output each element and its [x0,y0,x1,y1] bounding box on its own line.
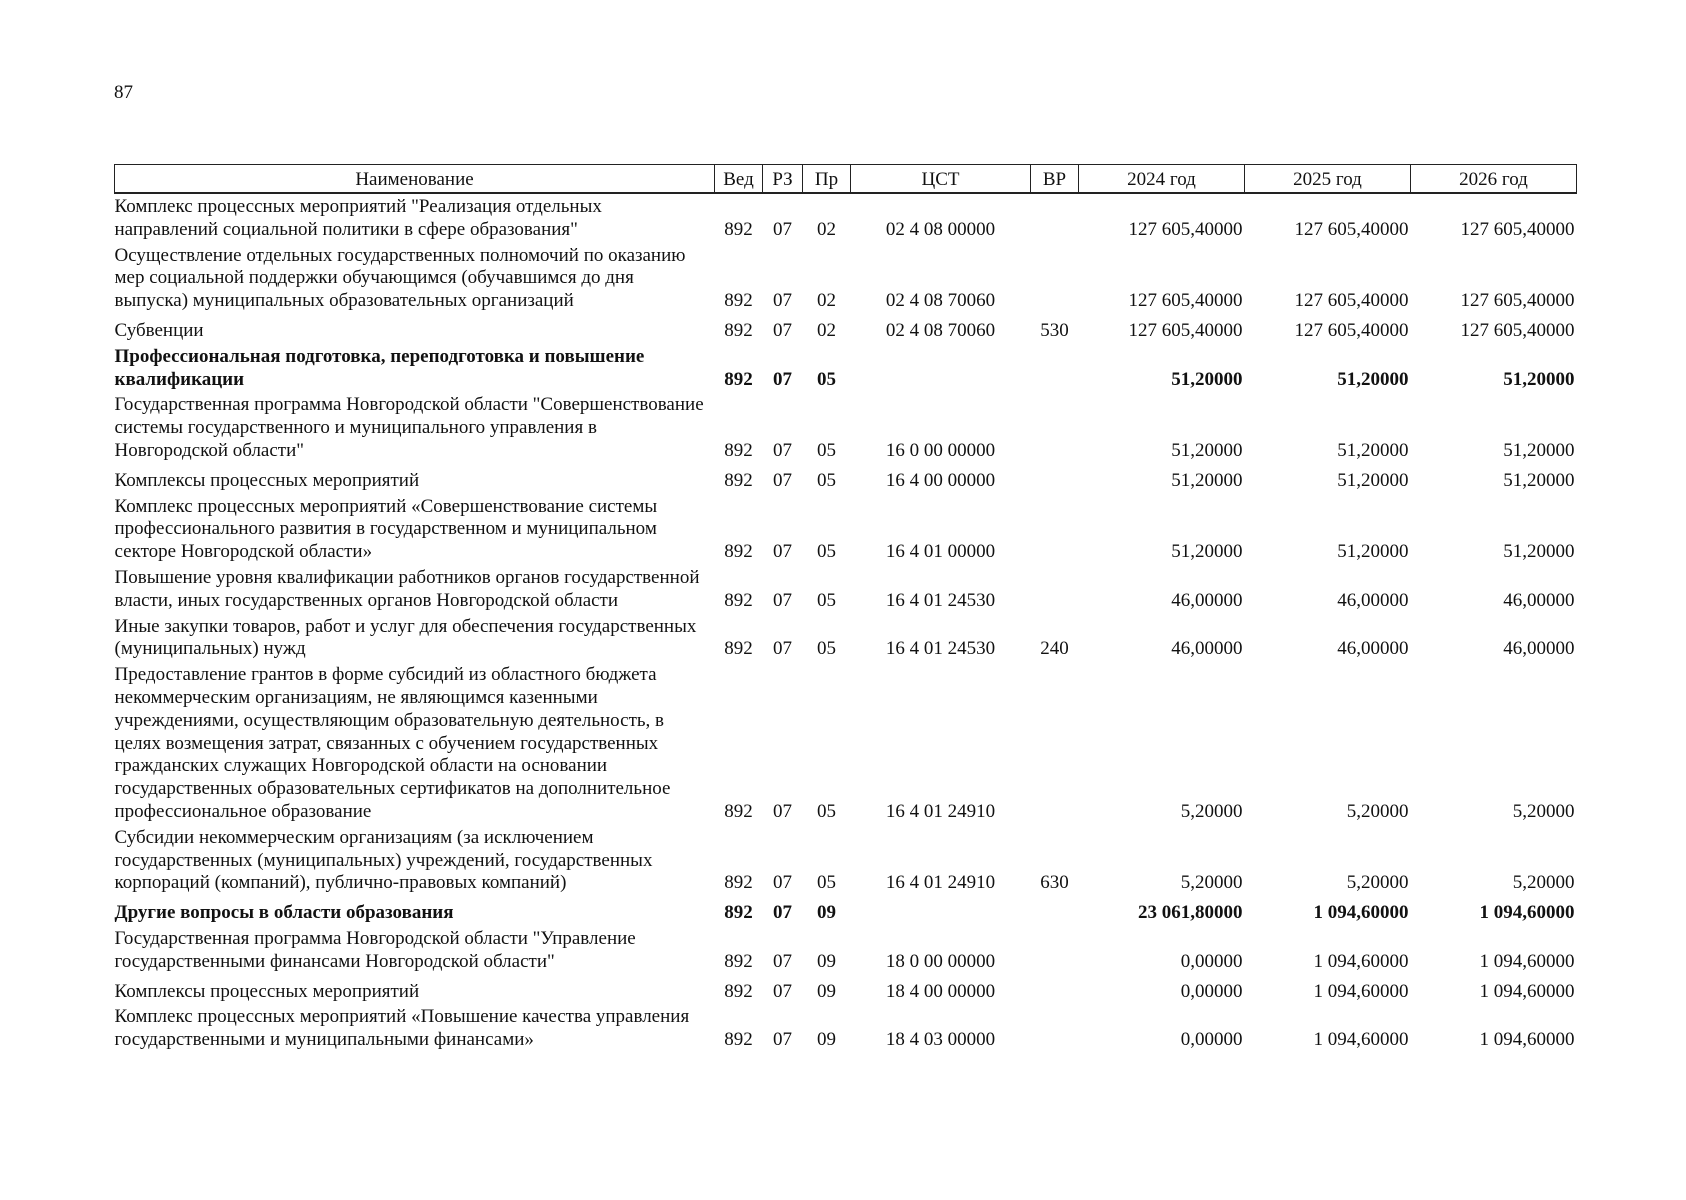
row-pr: 05 [817,541,836,563]
row-name: Комплексы процессных мероприятий [114,469,420,491]
row-vr: 630 [1040,872,1069,894]
row-cst: 16 4 01 24910 [885,800,996,822]
row-2025: 46,00000 [1337,589,1409,611]
table-row [115,193,1577,243]
row-2025: 127 605,40000 [1294,290,1409,312]
row-vr [1031,896,1079,926]
row-pr: 02 [817,290,836,312]
row-2024: 23 061,80000 [1138,902,1243,924]
row-2026: 1 094,60000 [1479,950,1575,972]
row-ved: 892 [724,589,753,611]
table-row [115,896,1577,926]
row-rz: 07 [773,368,792,390]
row-2024: 5,20000 [1180,800,1243,822]
row-2026: 51,20000 [1503,439,1575,461]
row-2026: 46,00000 [1503,589,1575,611]
row-pr: 05 [817,800,836,822]
row-2026: 127 605,40000 [1460,319,1575,341]
row-vr [1031,1004,1079,1053]
row-cst: 16 4 01 24530 [885,589,996,611]
row-name: Осуществление отдельных государственных полномочий по оказанию мер социальной поддержки обучающимся (обучавшимся до дня выпуска) муниципальных образовательных организаций [114,244,686,312]
row-rz: 07 [773,872,792,894]
row-2025: 51,20000 [1337,469,1409,491]
row-2025: 51,20000 [1337,368,1409,390]
table-row [115,344,1577,393]
row-ved: 892 [724,872,753,894]
row-pr: 09 [817,902,836,924]
row-rz: 07 [773,319,792,341]
row-2026: 127 605,40000 [1460,218,1575,240]
row-rz: 07 [773,902,792,924]
row-2025: 5,20000 [1346,800,1409,822]
table-row [115,392,1577,463]
table-row [115,662,1577,825]
row-2025: 1 094,60000 [1313,1029,1409,1051]
row-cst: 16 0 00 00000 [885,439,996,461]
header-pr: Пр [803,165,851,194]
row-ved: 892 [724,950,753,972]
row-2026: 51,20000 [1503,469,1575,491]
row-ved: 892 [724,469,753,491]
row-2024: 5,20000 [1180,872,1243,894]
row-2024: 127 605,40000 [1128,290,1243,312]
row-ved: 892 [724,218,753,240]
row-name: Комплекс процессных мероприятий «Повышение качества управления государственными и муниципальными финансами» [114,1006,690,1051]
row-2025: 127 605,40000 [1294,218,1409,240]
table-row [115,975,1577,1005]
row-vr [1031,464,1079,494]
row-vr [1031,975,1079,1005]
row-ved: 892 [724,1029,753,1051]
row-name: Субсидии некоммерческим организациям (за исключением государственных (муниципальных) учреждений, государственных корпораций (компаний), публично-правовых компаний) [114,826,653,894]
row-2024: 127 605,40000 [1128,319,1243,341]
row-name: Профессиональная подготовка, переподготовка и повышение квалификации [114,345,645,390]
row-rz: 07 [773,218,792,240]
row-pr: 05 [817,589,836,611]
row-2026: 1 094,60000 [1479,1029,1575,1051]
row-ved: 892 [724,541,753,563]
header-name: Наименование [115,165,715,194]
row-name: Государственная программа Новгородской области "Совершенствование системы государственного и муниципального управления в Новгородской области" [114,394,704,461]
row-2026: 1 094,60000 [1479,902,1575,924]
table-row [115,314,1577,344]
table-row [115,243,1577,314]
table-row [115,494,1577,565]
row-name: Другие вопросы в области образования [114,902,454,924]
row-rz: 07 [773,439,792,461]
row-cst [851,896,1031,926]
row-cst [851,344,1031,393]
row-rz: 07 [773,541,792,563]
table-row [115,1004,1577,1053]
row-pr: 09 [817,950,836,972]
row-pr: 02 [817,218,836,240]
row-name: Государственная программа Новгородской области "Управление государственными финансами Новгородской области" [114,927,636,972]
row-rz: 07 [773,980,792,1002]
row-ved: 892 [724,439,753,461]
row-pr: 05 [817,872,836,894]
row-pr: 05 [817,638,836,660]
row-pr: 05 [817,368,836,390]
row-name: Комплекс процессных мероприятий «Совершенствование системы профессионального развития в государственном и муниципальном секторе Новгородской области» [114,495,658,563]
row-vr [1031,926,1079,975]
row-2026: 51,20000 [1503,368,1575,390]
row-2026: 51,20000 [1503,541,1575,563]
row-2025: 1 094,60000 [1313,980,1409,1002]
row-name: Субвенции [114,319,204,341]
row-2025: 1 094,60000 [1313,902,1409,924]
row-cst: 16 4 00 00000 [885,469,996,491]
row-2025: 127 605,40000 [1294,319,1409,341]
row-pr: 05 [817,439,836,461]
row-pr: 09 [817,1029,836,1051]
row-cst: 02 4 08 00000 [885,218,996,240]
row-vr: 530 [1040,319,1069,341]
row-ved: 892 [724,319,753,341]
header-2026: 2026 год [1411,165,1577,194]
row-cst: 18 4 03 00000 [885,1029,996,1051]
row-2024: 0,00000 [1180,950,1243,972]
row-ved: 892 [724,638,753,660]
row-ved: 892 [724,980,753,1002]
row-name: Комплексы процессных мероприятий [114,980,420,1002]
row-cst: 16 4 01 00000 [885,541,996,563]
row-pr: 09 [817,980,836,1002]
table-row [115,565,1577,614]
table-row [115,825,1577,896]
row-2024: 0,00000 [1180,980,1243,1002]
row-cst: 16 4 01 24910 [885,872,996,894]
row-2024: 0,00000 [1180,1029,1243,1051]
page-number: 87 [114,82,133,103]
row-name: Комплекс процессных мероприятий "Реализация отдельных направлений социальной политики в сфере образования" [114,196,602,240]
row-ved: 892 [724,368,753,390]
row-rz: 07 [773,638,792,660]
table-row [115,614,1577,663]
row-2024: 51,20000 [1171,368,1243,390]
row-rz: 07 [773,469,792,491]
row-rz: 07 [773,1029,792,1051]
row-cst: 18 0 00 00000 [885,950,996,972]
row-vr [1031,662,1079,825]
budget-table [114,164,1577,1053]
row-cst: 02 4 08 70060 [885,290,996,312]
row-vr: 240 [1040,638,1069,660]
table-header-row [115,165,1577,194]
row-pr: 02 [817,319,836,341]
table-row [115,464,1577,494]
header-cst: ЦСТ [851,165,1031,194]
row-pr: 05 [817,469,836,491]
row-vr [1031,243,1079,314]
table-row [115,926,1577,975]
row-vr [1031,494,1079,565]
row-name: Повышение уровня квалификации работников органов государственной власти, иных государственных органов Новгородской области [114,566,700,611]
row-2025: 51,20000 [1337,439,1409,461]
row-name: Иные закупки товаров, работ и услуг для обеспечения государственных (муниципальных) нужд [114,615,697,660]
header-2025: 2025 год [1245,165,1411,194]
row-2025: 5,20000 [1346,872,1409,894]
header-2024: 2024 год [1079,165,1245,194]
row-cst: 02 4 08 70060 [885,319,996,341]
row-vr [1031,392,1079,463]
header-ved: Вед [715,165,763,194]
row-2026: 46,00000 [1503,638,1575,660]
row-rz: 07 [773,290,792,312]
row-cst: 16 4 01 24530 [885,638,996,660]
row-rz: 07 [773,589,792,611]
row-ved: 892 [724,902,753,924]
row-2026: 1 094,60000 [1479,980,1575,1002]
row-2024: 127 605,40000 [1128,218,1243,240]
row-cst: 18 4 00 00000 [885,980,996,1002]
row-2025: 1 094,60000 [1313,950,1409,972]
header-rz: РЗ [763,165,803,194]
row-vr [1031,565,1079,614]
row-name: Предоставление грантов в форме субсидий из областного бюджета некоммерческим организациям, не являющимся казенными учреждениями, осуществляющим образовательную деятельность, в целях возмещения затрат, связанных с обучением государственных гражданских служащих Новгородской области на основании государственных образовательных сертификатов на дополнительное профессиональное образование [114,664,671,822]
row-vr [1031,344,1079,393]
row-2026: 5,20000 [1512,872,1575,894]
row-rz: 07 [773,950,792,972]
row-2024: 46,00000 [1171,589,1243,611]
row-2026: 5,20000 [1512,800,1575,822]
row-2024: 51,20000 [1171,541,1243,563]
row-2024: 51,20000 [1171,439,1243,461]
row-2026: 127 605,40000 [1460,290,1575,312]
row-ved: 892 [724,800,753,822]
row-vr [1031,193,1079,243]
row-2025: 46,00000 [1337,638,1409,660]
row-rz: 07 [773,800,792,822]
row-ved: 892 [724,290,753,312]
header-vr: ВР [1031,165,1079,194]
row-2024: 51,20000 [1171,469,1243,491]
row-2025: 51,20000 [1337,541,1409,563]
row-2024: 46,00000 [1171,638,1243,660]
